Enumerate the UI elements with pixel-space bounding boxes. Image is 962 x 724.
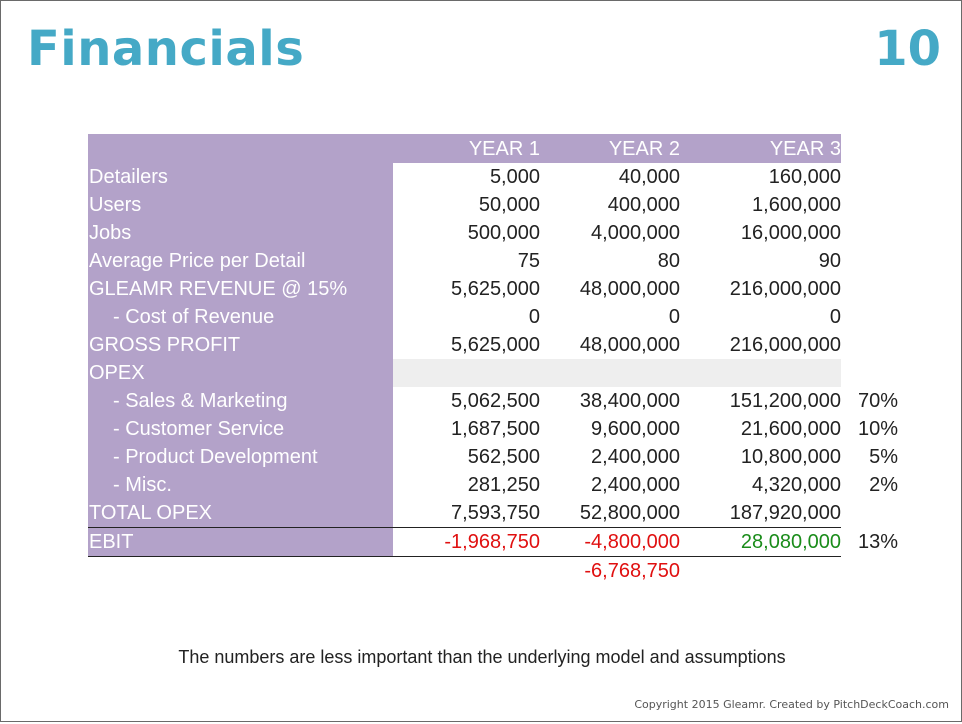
cell-year-3-empty <box>680 557 841 586</box>
cell-year-2: 9,600,000 <box>591 418 680 440</box>
footnote: The numbers are less important than the underlying model and assumptions <box>178 647 786 667</box>
cell-pct-empty <box>841 557 898 586</box>
table-header-row <box>88 134 898 163</box>
cell-year-1: 5,625,000 <box>451 278 540 300</box>
cell-pct <box>841 359 898 387</box>
page-title: Financials <box>27 21 305 77</box>
cell-year-2: 52,800,000 <box>579 502 680 524</box>
header-year-3: YEAR 3 <box>680 134 841 163</box>
cell-year-1-empty <box>393 557 540 586</box>
cell-pct <box>841 247 898 275</box>
row-label: Average Price per Detail <box>88 247 393 275</box>
header-label <box>88 134 393 163</box>
cell-year-3 <box>680 359 841 387</box>
table-row <box>88 471 898 499</box>
cell-year-2: 48,000,000 <box>579 334 680 356</box>
cell-year-2: 80 <box>657 250 680 272</box>
cell-year-1: -1,968,750 <box>393 528 540 557</box>
cell-year-2: 40,000 <box>618 166 680 188</box>
cell-year-2 <box>540 359 680 387</box>
cell-year-2: 2,400,000 <box>591 474 680 496</box>
row-label: - Product Development <box>88 443 393 471</box>
cell-year-1: 0 <box>528 306 540 328</box>
cell-year-3: 151,200,000 <box>729 390 841 412</box>
copyright: Copyright 2015 Gleamr. Created by PitchDeckCoach.com <box>634 698 949 711</box>
table-row <box>88 303 898 331</box>
cell-year-1 <box>393 359 540 387</box>
cell-year-3: 16,000,000 <box>740 222 841 244</box>
table-row-opex <box>88 359 898 387</box>
cell-year-3: 4,320,000 <box>752 474 841 496</box>
cell-year-2: 48,000,000 <box>579 278 680 300</box>
cell-year-3: 216,000,000 <box>729 278 841 300</box>
header-year-2: YEAR 2 <box>540 134 680 163</box>
row-label: Jobs <box>88 219 393 247</box>
cell-pct: 13% <box>857 531 898 553</box>
cell-year-3: 216,000,000 <box>729 334 841 356</box>
cell-year-3: 1,600,000 <box>752 194 841 216</box>
page-number: 10 <box>874 21 941 77</box>
row-label: GLEAMR REVENUE @ 15% <box>88 275 393 303</box>
cell-year-3: 90 <box>818 250 841 272</box>
cell-pct <box>841 191 898 219</box>
table-row <box>88 443 898 471</box>
cell-year-1: 50,000 <box>478 194 540 216</box>
row-label: OPEX <box>88 359 393 387</box>
cell-year-1: 5,062,500 <box>451 390 540 412</box>
cell-year-1: 5,000 <box>489 166 540 188</box>
row-label: - Sales & Marketing <box>88 387 393 415</box>
cell-pct <box>841 219 898 247</box>
cell-year-2: 400,000 <box>607 194 680 216</box>
cell-year-3: 21,600,000 <box>740 418 841 440</box>
header-year-1: YEAR 1 <box>393 134 540 163</box>
cell-year-2: 4,000,000 <box>591 222 680 244</box>
cell-year-3: 187,920,000 <box>729 502 841 524</box>
cell-year-1: 281,250 <box>467 474 540 496</box>
row-label: - Customer Service <box>88 415 393 443</box>
cell-year-1: 5,625,000 <box>451 334 540 356</box>
cumulative-ebit: -6,768,750 <box>584 560 680 582</box>
cell-pct: 70% <box>857 390 898 412</box>
cell-pct: 10% <box>857 418 898 440</box>
financials-table <box>88 134 898 585</box>
table-row <box>88 331 898 359</box>
cell-year-3: 10,800,000 <box>740 446 841 468</box>
table-row <box>88 191 898 219</box>
table-row-cumulative <box>88 557 898 586</box>
table-row <box>88 275 898 303</box>
cell-pct <box>841 499 898 528</box>
cell-year-3: 28,080,000 <box>680 528 841 557</box>
table-row <box>88 247 898 275</box>
cell-year-2: 0 <box>668 306 680 328</box>
row-label: - Misc. <box>88 471 393 499</box>
cell-pct: 5% <box>869 446 898 468</box>
cell-year-3: 0 <box>829 306 841 328</box>
cell-year-2: 2,400,000 <box>591 446 680 468</box>
cell-year-3: 160,000 <box>768 166 841 188</box>
cell-pct <box>841 163 898 191</box>
cell-year-1: 562,500 <box>467 446 540 468</box>
row-label: - Cost of Revenue <box>88 303 393 331</box>
table-row <box>88 219 898 247</box>
row-label: TOTAL OPEX <box>88 499 393 528</box>
row-label: Detailers <box>88 163 393 191</box>
header-pct <box>841 134 898 163</box>
cell-pct <box>841 275 898 303</box>
cell-pct <box>841 303 898 331</box>
row-label: EBIT <box>88 528 393 557</box>
cell-year-2: -4,800,000 <box>540 528 680 557</box>
table-row <box>88 415 898 443</box>
cell-pct <box>841 331 898 359</box>
cell-year-1: 7,593,750 <box>451 502 540 524</box>
cell-year-2: 38,400,000 <box>579 390 680 412</box>
row-label: Users <box>88 191 393 219</box>
cell-pct: 2% <box>869 474 898 496</box>
table-row-ebit <box>88 528 898 557</box>
table-row <box>88 499 898 528</box>
cell-year-1: 500,000 <box>467 222 540 244</box>
row-label: GROSS PROFIT <box>88 331 393 359</box>
cell-year-1: 1,687,500 <box>451 418 540 440</box>
table-row <box>88 163 898 191</box>
cell-year-1: 75 <box>517 250 540 272</box>
table-row <box>88 387 898 415</box>
row-label-empty <box>88 557 393 586</box>
